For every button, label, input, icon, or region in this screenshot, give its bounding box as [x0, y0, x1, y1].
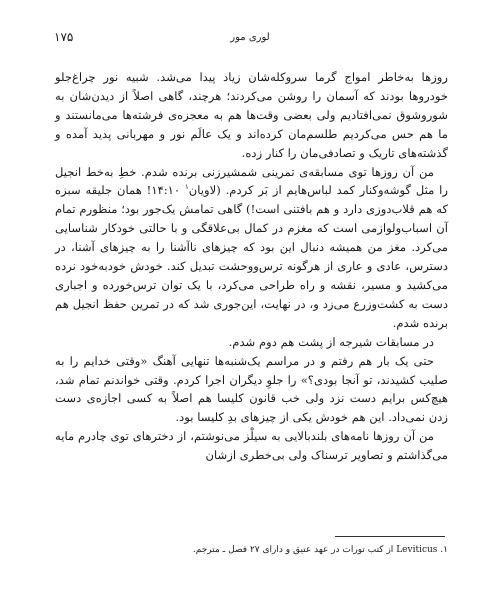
paragraph-4: حتی یک بار هم رفتم و در مراسم یک‌شنبه‌ها تنهایی آهنگ «وقتی خدایم را به صلیب کشیدند، تو آنجا بودی؟» را جلوِ دیگران اجرا کردم. وقتی خواندنم تمام شد، هیچ‌کس برایم دست نزد ولی خب قانون کلیسا هم اصلاً به کسی اجازه‌ی دست زدن نمی‌داد. این هم خودش یکی از چیزهای بدِ کلیسا بود.	[55, 353, 448, 425]
footnote-divider	[335, 536, 445, 537]
body-text	[55, 68, 448, 465]
paragraph-3: در مسابقات شیرجه از پشت هم دوم شدم.	[228, 334, 434, 349]
page-header	[0, 30, 500, 50]
running-title: لوری مور	[230, 32, 270, 43]
footnote	[55, 544, 448, 556]
paragraph-2-text-end: ۱۴:۱۰! همان جلیقه سبزه که هم قلاب‌دوزی دارد و هم بافتنی است!) گاهی تمامش یک‌جور بود؛ منظورم تمام آن اسباب‌ولوازمی است که مغزم در کمال بی‌علاقگی و با حالتی خودکار شناسایی می‌کرد. مغز من همیشه دنبال این بود که چیزهای ناآشنا را به چیزهای آشنا، در دسترس، عادی و عاری از هرگونه ترس‌ووحشت تبدیل کند. خودش خودبه‌خود نرده می‌کشید و مسیر، نقشه و راه طراحی می‌کرد، با یک توان ترس‌خورده و اجباری دست به کشت‌وزرع می‌زد و، در نهایت، این‌جوری شد که در تمرین حفظ انجیل هم برنده شدم.	[55, 183, 448, 330]
footnote-text: از کتب تورات در عهد عتیق و دارای ۲۷ فصل ـ مترجم.	[192, 545, 394, 555]
footnote-latin-term: Leviticus	[396, 545, 438, 555]
page-number: ۱۷۵	[54, 30, 74, 44]
paragraph-2-text-start: من آن روزها توی مسابقه‌ی تمرینی شمشیرزنی برنده شدم. خطِ به‌خط انجیل را مثل گوشه‌وکنار کمد لباس‌هایم از بَر کردم. (لاویان	[55, 164, 448, 198]
paragraph-5: من آن روزها نامه‌های بلندبالایی به سیلْز می‌نوشتم، از دخترهای توی چادرم مایه می‌گذاشتم و تصاویر ترسناک ولی بی‌خطری ازشان	[55, 429, 448, 463]
paragraph-2	[55, 163, 448, 333]
footnote-reference: ۱	[184, 183, 189, 192]
footnote-marker: ۱.	[440, 545, 448, 555]
paragraph-1: روزها به‌خاطر امواج گرما سروکله‌شان زیاد پیدا می‌شد. شبیه نور چراغ‌جلو خودروها بودند که آسمان را روشن می‌کردند؛ هرچند، گاهی اصلاً از دیدن‌شان به شوروشوق نمی‌افتادیم ولی بعضی وقت‌ها هم به معجزه‌ی فرشته‌ها می‌مانستند و ما هم حس می‌کردیم طلسم‌مان کرده‌اند و یک عالَم نور و مهربانی پدید آمده و گذشته‌های تاریک و تصادفی‌مان را کنار زده.	[55, 70, 448, 160]
